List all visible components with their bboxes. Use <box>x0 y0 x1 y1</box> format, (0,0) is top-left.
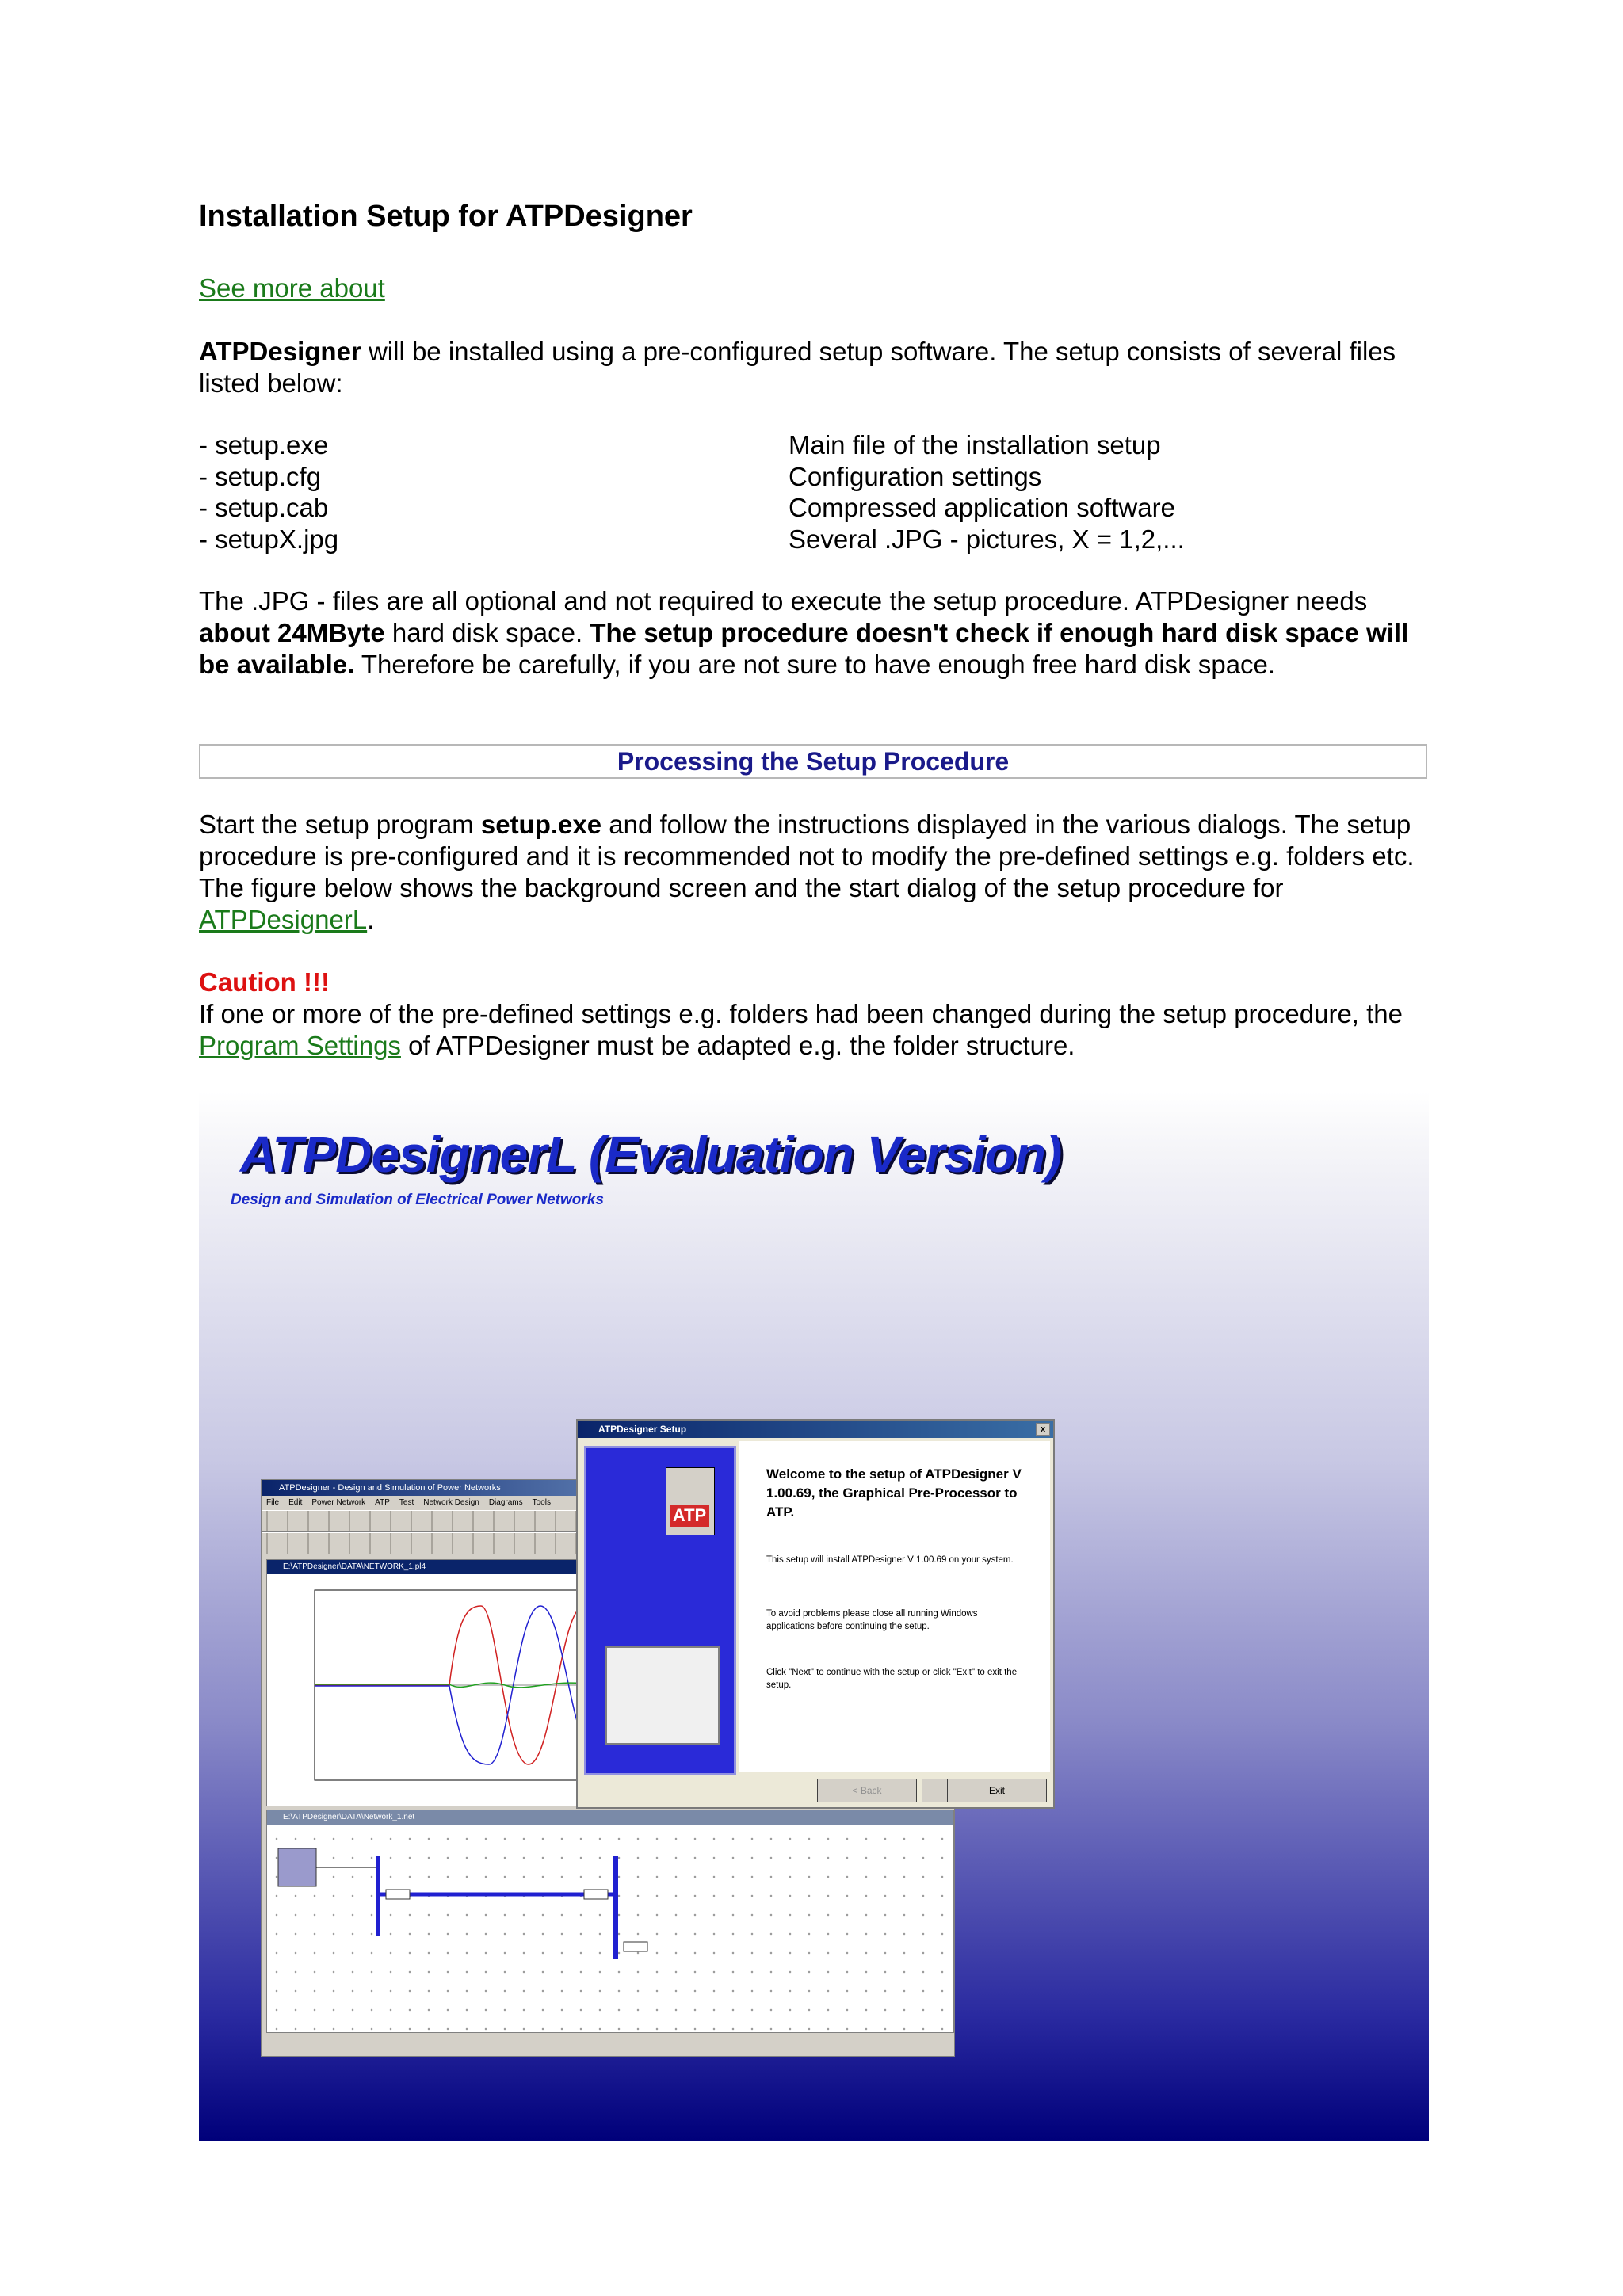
main-statusbar <box>262 2035 954 2056</box>
file-row <box>199 429 1185 461</box>
start-bold: setup.exe <box>480 810 602 839</box>
setup-screenshot <box>199 1092 1429 2141</box>
see-more-link[interactable]: See more about <box>199 273 385 303</box>
file-desc: Configuration settings <box>789 461 1042 491</box>
setup-text-2: To avoid problems please close all running Windows applications before continuing the setup. <box>766 1609 978 1631</box>
file-row <box>199 461 1185 493</box>
setup-dialog <box>576 1419 1055 1809</box>
jpg-text-2: hard disk space. <box>384 618 590 647</box>
atpdesignerl-link[interactable]: ATPDesignerL <box>199 905 368 934</box>
menu-test[interactable]: Test <box>399 1498 414 1507</box>
caution-text-1: If one or more of the pre-defined settings e.g. folders had been changed during the setup procedure, the <box>199 999 1403 1028</box>
back-button[interactable]: < Back <box>817 1779 917 1802</box>
network-window-titlebar: E:\ATPDesigner\DATA\Network_1.net <box>267 1810 953 1825</box>
menu-diagrams[interactable]: Diagrams <box>488 1498 523 1507</box>
jpg-bold-1: about 24MByte <box>199 618 385 647</box>
file-name: - setup.cab <box>199 493 329 522</box>
section-banner: Processing the Setup Procedure <box>199 744 1427 779</box>
main-window-titlebar: ATPDesigner - Design and Simulation of Power Networks <box>262 1480 954 1496</box>
waveform-plot <box>267 1574 600 1804</box>
page-title: Installation Setup for ATPDesigner <box>199 200 693 233</box>
see-more-paragraph <box>199 273 1435 304</box>
menu-edit[interactable]: Edit <box>288 1498 303 1507</box>
file-name: - setup.exe <box>199 430 329 460</box>
start-paragraph <box>199 809 1435 936</box>
jpg-bold-2: The setup procedure doesn't check if enough hard disk space will be available. <box>199 618 1409 679</box>
intro-bold: ATPDesigner <box>199 337 361 366</box>
setup-thumbnail <box>605 1646 720 1745</box>
setup-text-3: Click "Next" to continue with the setup or click "Exit" to exit the setup. <box>766 1668 1018 1690</box>
atp-logo: ATP <box>670 1505 709 1527</box>
plot-window-titlebar: E:\ATPDesigner\DATA\NETWORK_1.pl4 <box>267 1560 601 1574</box>
file-desc: Main file of the installation setup <box>789 430 1161 460</box>
jpg-text-1: The .JPG - files are all optional and not required to execute the setup procedure. ATPDesigner needs <box>199 586 1368 616</box>
menu-file[interactable]: File <box>266 1498 280 1507</box>
file-desc: Several .JPG - pictures, X = 1,2,... <box>789 524 1185 554</box>
file-row <box>199 492 1185 524</box>
caution-paragraph <box>199 998 1435 1062</box>
setup-side-image <box>584 1446 736 1775</box>
menu-tools[interactable]: Tools <box>532 1498 551 1507</box>
caution-title: Caution !!! <box>199 967 330 997</box>
start-text-3: . <box>367 905 375 934</box>
intro-paragraph <box>199 336 1435 399</box>
setup-text-panel <box>739 1441 1050 1772</box>
jpg-paragraph <box>199 585 1435 681</box>
jpg-text-3: Therefore be carefully, if you are not sure to have enough free hard disk space. <box>354 650 1276 679</box>
network-diagram <box>267 1825 949 2023</box>
caution-text-2: of ATPDesigner must be adapted e.g. the folder structure. <box>400 1031 1075 1060</box>
file-name: - setup.cfg <box>199 461 322 491</box>
setup-dialog-title: ATPDesigner Setup <box>598 1424 687 1435</box>
start-text-1: Start the setup program <box>199 810 481 839</box>
start-text-2: and follow the instructions displayed in the various dialogs. The setup procedure is pre-configured and it is recommended not to modify the pre-defined settings e.g. folders etc. The figure below shows the background screen and the start dialog of the setup procedure for <box>199 810 1415 902</box>
splash-title: ATPDesignerL (Evaluation Version) <box>240 1126 1062 1183</box>
file-row <box>199 524 1185 555</box>
menu-network-design[interactable]: Network Design <box>423 1498 479 1507</box>
file-desc: Compressed application software <box>789 493 1175 522</box>
setup-heading: Welcome to the setup of ATPDesigner V 1.00.69, the Graphical Pre-Processor to ATP. <box>766 1466 1022 1520</box>
close-icon[interactable]: x <box>1036 1423 1050 1436</box>
intro-text: will be installed using a pre-configured setup software. The setup consists of several files listed below: <box>199 337 1396 398</box>
menu-power-network[interactable]: Power Network <box>311 1498 366 1507</box>
file-list <box>199 429 1185 555</box>
setup-dialog-titlebar <box>578 1421 1053 1438</box>
atp-icon-box <box>666 1467 715 1535</box>
menu-atp[interactable]: ATP <box>375 1498 390 1507</box>
splash-subtitle: Design and Simulation of Electrical Power Networks <box>231 1192 604 1208</box>
setup-text-1: This setup will install ATPDesigner V 1.00.69 on your system. <box>766 1555 1014 1565</box>
exit-button[interactable]: Exit <box>947 1779 1047 1802</box>
file-name: - setupX.jpg <box>199 524 339 554</box>
program-settings-link[interactable]: Program Settings <box>199 1031 401 1060</box>
plot-window <box>266 1559 602 1806</box>
network-window <box>266 1810 954 2033</box>
